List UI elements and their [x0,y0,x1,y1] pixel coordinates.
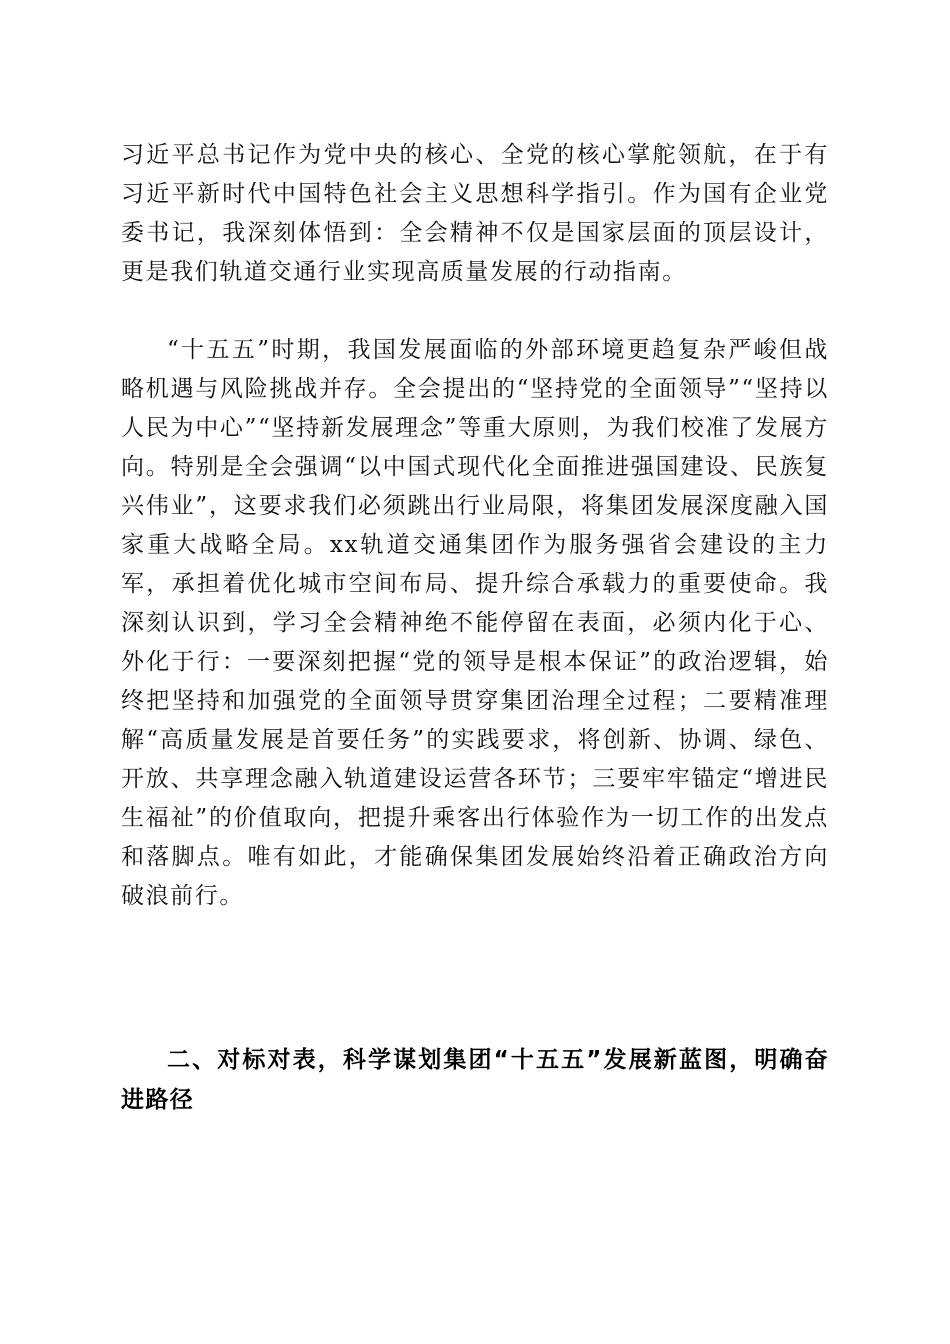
body-paragraph-2: “十五五”时期，我国发展面临的外部环境更趋复杂严峻但战略机遇与风险挑战并存。全会提出的“坚持党的全面领导”“坚持以人民为中心”“坚持新发展理念”等重大原则，为我们校准了发展方向。特别是全会强调“以中国式现代化全面推进强国建设、民族复兴伟业”，这要求我们必须跳出行业局限，将集团发展深度融入国家重大战略全局。xx轨道交通集团作为服务强省会建设的主力军，承担着优化城市空间布局、提升综合承载力的重要使命。我深刻认识到，学习全会精神绝不能停留在表面，必须内化于心、外化于行：一要深刻把握“党的领导是根本保证”的政治逻辑，始终把坚持和加强党的全面领导贯穿集团治理全过程；二要精准理解“高质量发展是首要任务”的实践要求，将创新、协调、绿色、开放、共享理念融入轨道建设运营各环节；三要牢牢锚定“增进民生福祉”的价值取向，把提升乘客出行体验作为一切工作的出发点和落脚点。唯有如此，才能确保集团发展始终沿着正确政治方向破浪前行。 [121,337,829,909]
body-paragraph-1: 习近平总书记作为党中央的核心、全党的核心掌舵领航，在于有习近平新时代中国特色社会主义思想科学指引。作为国有企业党委书记，我深刻体悟到：全会精神不仅是国家层面的顶层设计，更是我们轨道交通行业实现高质量发展的行动指南。 [121,142,829,285]
section-heading: 二、对标对表，科学谋划集团“十五五”发展新蓝图，明确奋进路径 [121,1047,829,1113]
